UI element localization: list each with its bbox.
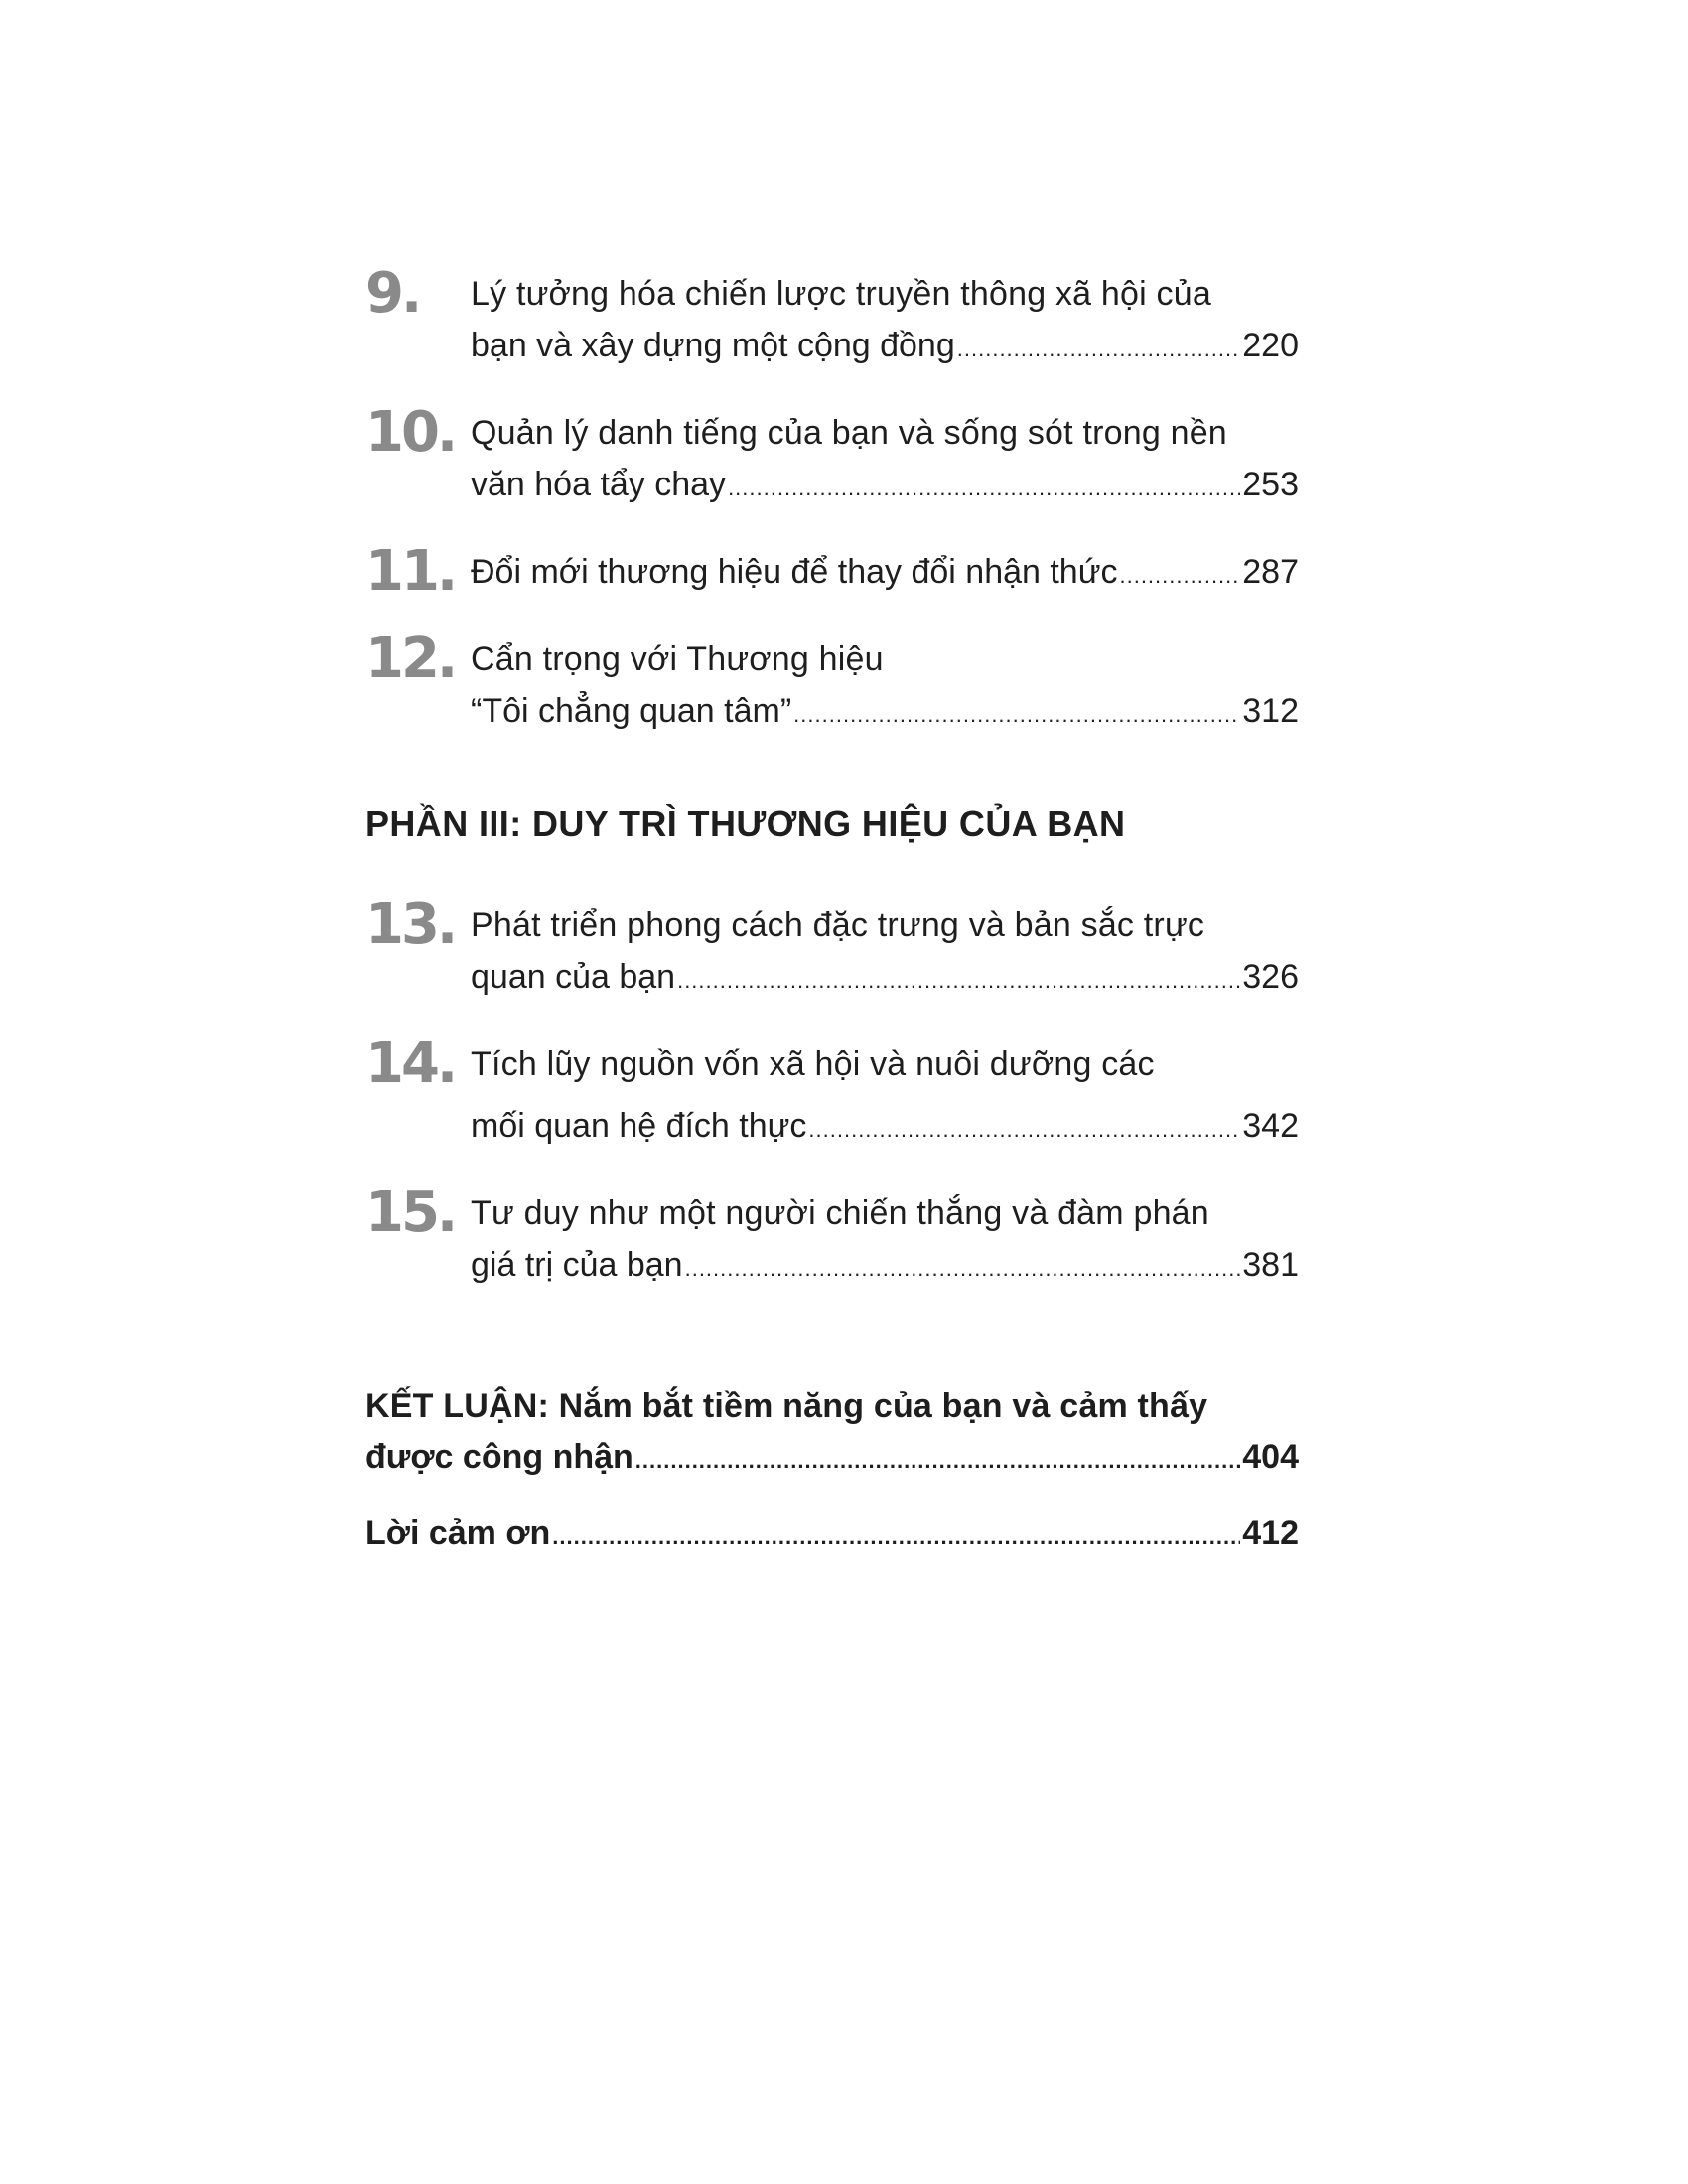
chapter-number: 11. (365, 539, 456, 604)
chapter-title-line: Phát triển phong cách đặc trưng và bản sắc trực (471, 906, 1205, 944)
page-number: 220 (1242, 327, 1299, 364)
page-number: 312 (1242, 692, 1299, 730)
dot-leader (677, 955, 1240, 1007)
acknowledgements-label: Lời cảm ơn (365, 1514, 551, 1552)
chapter-title-line: bạn và xây dựng một cộng đồng (471, 327, 955, 364)
dot-leader (685, 1243, 1241, 1295)
toc-entry-14[interactable] (365, 1031, 1299, 1156)
acknowledgements-leader (365, 1507, 1299, 1563)
chapter-number: 15. (365, 1180, 456, 1245)
table-of-contents (365, 261, 1299, 1563)
toc-entry-15[interactable] (365, 1180, 1299, 1295)
chapter-title-line: “Tôi chẳng quan tâm” (471, 692, 792, 730)
dot-leader (552, 1511, 1240, 1563)
chapter-title-leader (471, 1239, 1299, 1295)
chapter-title-line: Cẩn trọng với Thương hiệu (471, 640, 884, 678)
toc-entry-11[interactable] (365, 539, 1299, 604)
page-number: 326 (1242, 958, 1299, 996)
toc-entry-12[interactable] (365, 626, 1299, 741)
chapter-title-line: Quản lý danh tiếng của bạn và sống sót trong nền (471, 414, 1227, 452)
chapter-title-line: Đổi mới thương hiệu để thay đổi nhận thức (471, 553, 1118, 591)
toc-entry-acknowledgements[interactable] (365, 1507, 1299, 1563)
chapter-title-leader (471, 1100, 1299, 1156)
chapter-title-leader (471, 951, 1299, 1007)
chapter-title-leader (471, 459, 1299, 514)
chapter-title-line: Lý tưởng hóa chiến lược truyền thông xã hội của (471, 275, 1211, 313)
dot-leader (1119, 550, 1240, 602)
page-number: 412 (1242, 1514, 1299, 1552)
page-number: 342 (1242, 1107, 1299, 1145)
dot-leader (793, 689, 1240, 741)
toc-entry-13[interactable] (365, 892, 1299, 1007)
dot-leader (808, 1104, 1240, 1156)
chapter-number: 12. (365, 626, 456, 691)
part-heading: PHẦN III: DUY TRÌ THƯƠNG HIỆU CỦA BẠN (365, 803, 1126, 844)
page-number: 404 (1242, 1438, 1299, 1476)
chapter-title-line: văn hóa tẩy chay (471, 466, 727, 503)
page-number: 253 (1242, 466, 1299, 503)
chapter-number: 13. (365, 892, 456, 957)
chapter-number: 14. (365, 1031, 456, 1096)
chapter-title-leader (471, 320, 1299, 375)
conclusion-title-line: KẾT LUẬN: Nắm bắt tiềm năng của bạn và cảm thấy (365, 1387, 1208, 1425)
toc-entry-conclusion[interactable] (365, 1380, 1299, 1487)
chapter-number: 10. (365, 400, 456, 465)
chapter-title-leader (471, 685, 1299, 741)
chapter-title-line: Tư duy như một người chiến thắng và đàm phán (471, 1194, 1209, 1232)
chapter-title-line: mối quan hệ đích thực (471, 1107, 807, 1145)
dot-leader (957, 324, 1241, 375)
dot-leader (728, 463, 1240, 514)
chapter-title-line: quan của bạn (471, 958, 676, 996)
conclusion-leader (365, 1432, 1299, 1487)
conclusion-title-line: được công nhận (365, 1438, 633, 1476)
toc-entry-9[interactable] (365, 261, 1299, 375)
chapter-title-line: giá trị của bạn (471, 1246, 683, 1284)
page-number: 381 (1242, 1246, 1299, 1284)
toc-entry-10[interactable] (365, 400, 1299, 514)
page-number: 287 (1242, 553, 1299, 591)
chapter-title-leader (471, 546, 1299, 602)
dot-leader (635, 1435, 1240, 1487)
chapter-number: 9. (365, 261, 420, 326)
chapter-title-line: Tích lũy nguồn vốn xã hội và nuôi dưỡng các (471, 1045, 1155, 1083)
